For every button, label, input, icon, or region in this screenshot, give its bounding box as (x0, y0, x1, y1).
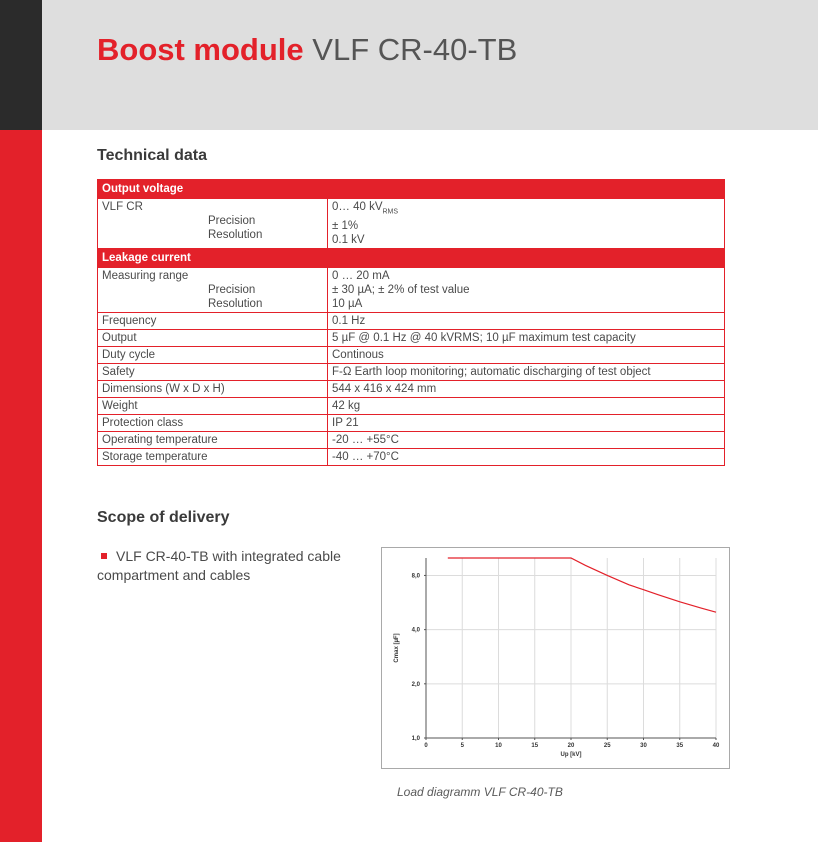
table-row (98, 449, 725, 466)
x-tick-label: 20 (567, 743, 575, 749)
table-value-cell: IP 21 (328, 415, 725, 432)
table-label-cell: Protection class (98, 415, 328, 432)
table-value-cell: F-Ω Earth loop monitoring; automatic discharging of test object (328, 364, 725, 381)
precision-label: Precision (208, 215, 256, 227)
table-label-cell: Output (98, 330, 328, 347)
page-title (97, 32, 517, 68)
sidebar-red-bar (0, 130, 42, 842)
resolution-value: 0.1 kV (332, 234, 365, 247)
scope-of-delivery-heading: Scope of delivery (97, 509, 230, 526)
measuring-range-label: Measuring range (102, 270, 189, 283)
table-value-cell: 544 x 416 x 424 mm (328, 381, 725, 398)
leak-precision-label: Precision (208, 284, 256, 297)
table-row (98, 398, 725, 415)
table-row (98, 432, 725, 449)
x-tick-label: 15 (531, 743, 539, 749)
table-row (98, 199, 725, 249)
table-row (98, 268, 725, 313)
leakage-current-header: Leakage current (98, 249, 725, 268)
y-tick-label: 1,0 (411, 736, 420, 742)
leak-resolution-value: 10 µA (332, 298, 363, 311)
table-label-cell: Operating temperature (98, 432, 328, 449)
table-row (98, 415, 725, 432)
leak-precision-value: ± 30 µA; ± 2% of test value (332, 284, 470, 297)
scope-list-item (97, 547, 377, 585)
table-label-cell (98, 199, 328, 249)
output-voltage-header: Output voltage (98, 180, 725, 199)
table-label-cell: Storage temperature (98, 449, 328, 466)
bullet-square-icon (101, 553, 107, 559)
vlf-label: VLF CR (102, 201, 143, 213)
leak-resolution-label: Resolution (208, 298, 263, 311)
vlf-value-main: 0… 40 kV (332, 201, 383, 213)
table-section-header (98, 249, 725, 268)
table-label-cell: Weight (98, 398, 328, 415)
table-value-cell: 0.1 Hz (328, 313, 725, 330)
sidebar-dark-block (0, 0, 42, 130)
table-value-cell: 42 kg (328, 398, 725, 415)
table-row (98, 313, 725, 330)
table-label-cell: Duty cycle (98, 347, 328, 364)
resolution-label: Resolution (208, 229, 263, 241)
table-value-cell: -40 … +70°C (328, 449, 725, 466)
x-tick-label: 40 (712, 743, 720, 749)
x-tick-label: 30 (640, 743, 647, 749)
table-label-cell: Safety (98, 364, 328, 381)
measuring-range-value: 0 … 20 mA (332, 270, 390, 283)
x-tick-label: 25 (603, 743, 611, 749)
capacity-curve-line (448, 558, 716, 612)
y-tick-label: 4,0 (411, 627, 420, 634)
table-value-cell: Continous (328, 347, 725, 364)
table-row (98, 330, 725, 347)
table-label-cell (98, 268, 328, 313)
table-row (98, 347, 725, 364)
x-tick-label: 0 (424, 743, 428, 749)
scope-item-text: VLF CR-40-TB with integrated cable compartment and cables (97, 548, 341, 583)
technical-data-table (97, 179, 725, 466)
technical-data-heading: Technical data (97, 147, 207, 164)
precision-value: ± 1% (332, 220, 359, 233)
x-tick-label: 5 (460, 743, 464, 749)
load-diagram-frame (381, 547, 730, 769)
table-row (98, 381, 725, 398)
x-axis-label: Up [kV] (560, 752, 582, 758)
y-axis-label: Cmax [µF] (394, 633, 400, 663)
x-tick-label: 35 (676, 743, 684, 749)
table-value-cell (328, 268, 725, 313)
vlf-value-subscript: RMS (382, 208, 399, 216)
title-model: VLF CR-40-TB (312, 32, 518, 67)
table-value-cell (328, 199, 725, 249)
chart-caption: Load diagramm VLF CR-40-TB (397, 785, 563, 799)
table-label-cell: Dimensions (W x D x H) (98, 381, 328, 398)
table-label-cell: Frequency (98, 313, 328, 330)
table-row (98, 364, 725, 381)
table-value-cell: 5 µF @ 0.1 Hz @ 40 kVRMS; 10 µF maximum test capacity (328, 330, 725, 347)
vlf-value (332, 200, 720, 219)
title-product-type: Boost module (97, 32, 304, 67)
load-diagram-chart (382, 548, 729, 768)
table-value-cell: -20 … +55°C (328, 432, 725, 449)
table-section-header (98, 180, 725, 199)
x-tick-label: 10 (495, 743, 502, 749)
y-tick-label: 2,0 (411, 681, 420, 688)
y-tick-label: 8,0 (411, 573, 420, 580)
